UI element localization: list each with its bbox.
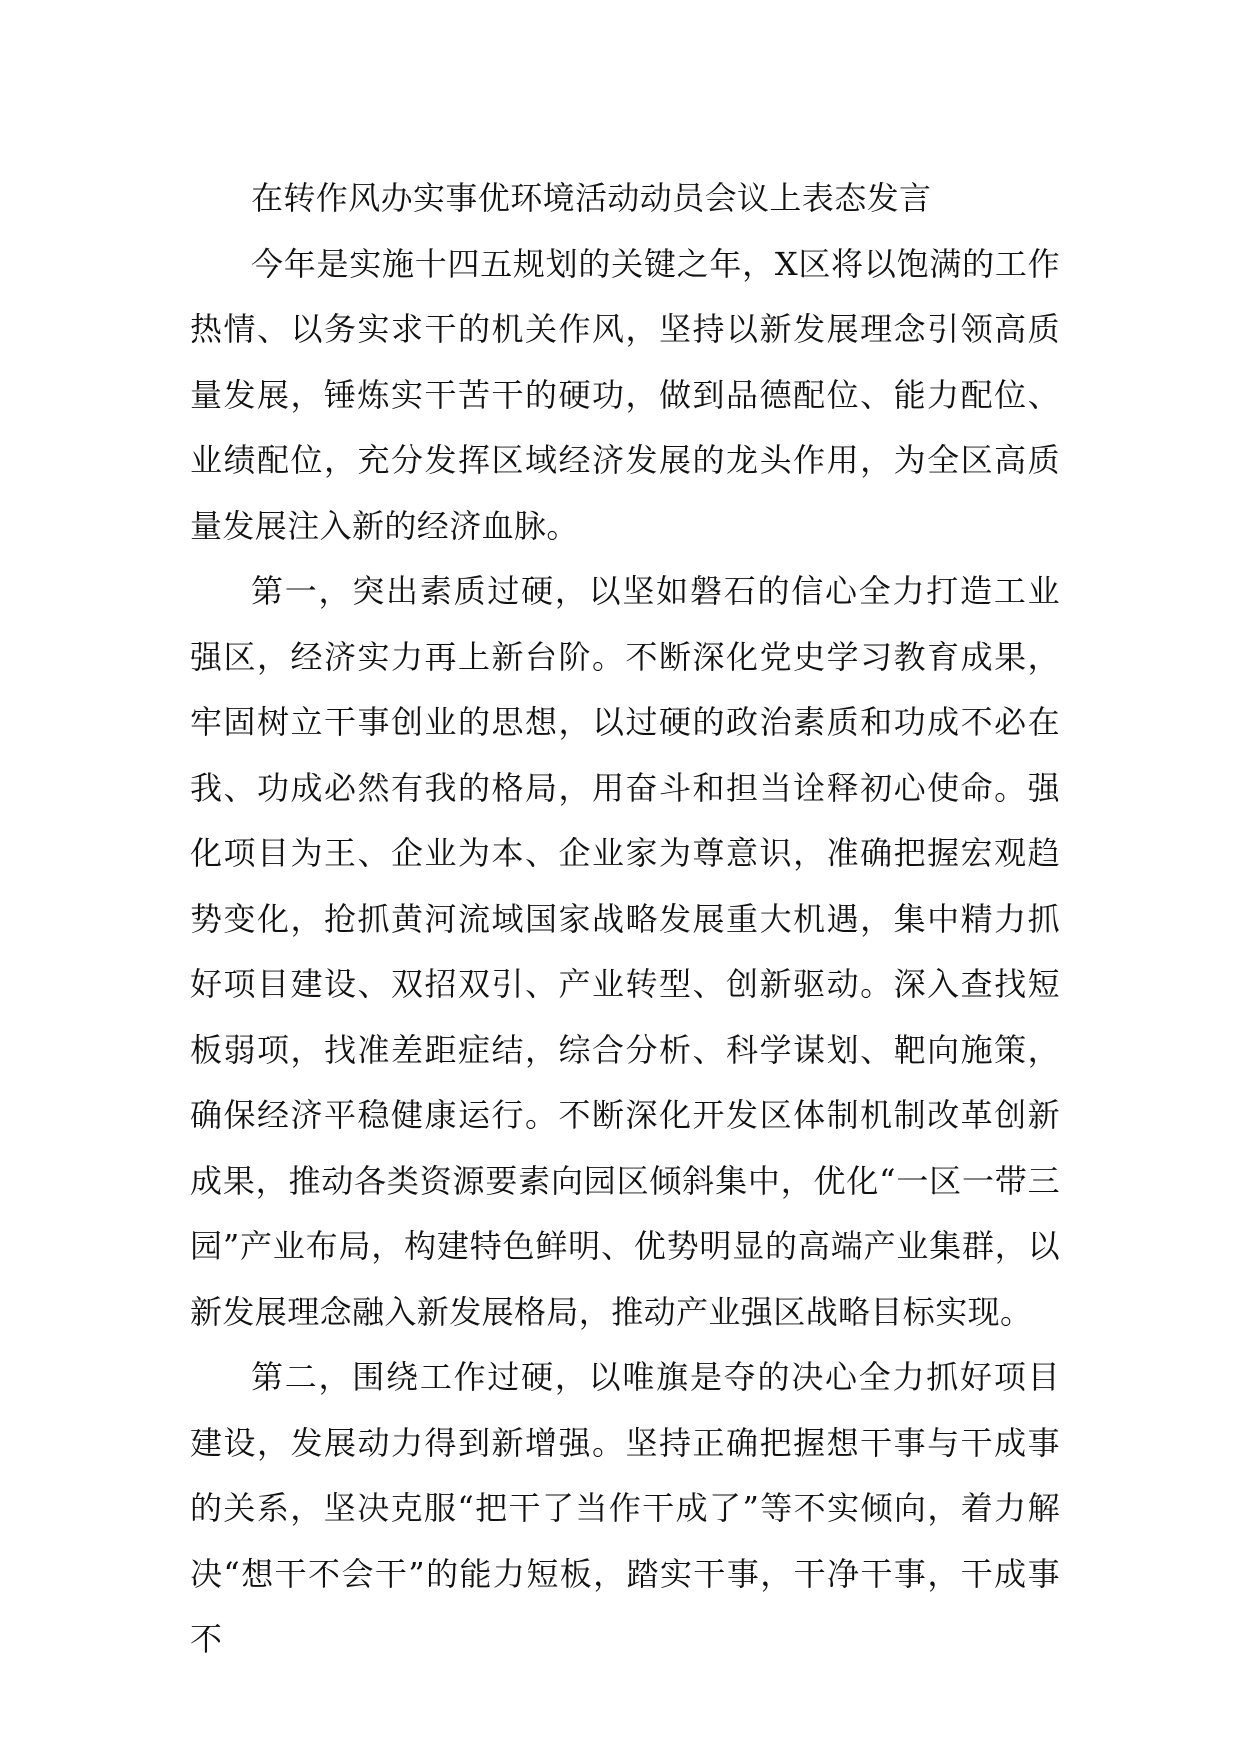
paragraph-first-point: 第一，突出素质过硬，以坚如磐石的信心全力打造工业强区，经济实力再上新台阶。不断深化党史学习教育成果，牢固树立干事创业的思想，以过硬的政治素质和功成不必在我、功成必然有我的格局，用奋斗和担当诠释初心使命。强化项目为王、企业为本、企业家为尊意识，准确把握宏观趋势变化，抢抓黄河流域国家战略发展重大机遇，集中精力抓好项目建设、双招双引、产业转型、创新驱动。深入查找短板弱项，找准差距症结，综合分析、科学谋划、靶向施策，确保经济平稳健康运行。不断深化开发区体制机制改革创新成果，推动各类资源要素向园区倾斜集中，优化“一区一带三园”产业布局，构建特色鲜明、优势明显的高端产业集群，以新发展理念融入新发展格局，推动产业强区战略目标实现。: [190, 572, 1060, 1331]
paragraph-second-point: 第二，围绕工作过硬，以唯旗是夺的决心全力抓好项目建设，发展动力得到新增强。坚持正确把握想干事与干成事的关系，坚决克服“把干了当作干成了”等不实倾向，着力解决“想干不会干”的能力短板，踏实干事，干净干事，干成事不: [190, 1358, 1060, 1658]
document-title: 在转作风办实事优环境活动动员会议上表态发言: [251, 179, 932, 217]
document-body: [190, 166, 1060, 1673]
paragraph-intro: 今年是实施十四五规划的关键之年，X区将以饱满的工作热情、以务实求干的机关作风，坚持以新发展理念引领高质量发展，锤炼实干苦干的硬功，做到品德配位、能力配位、业绩配位，充分发挥区域经济发展的龙头作用，为全区高质量发展注入新的经济血脉。: [190, 244, 1060, 545]
